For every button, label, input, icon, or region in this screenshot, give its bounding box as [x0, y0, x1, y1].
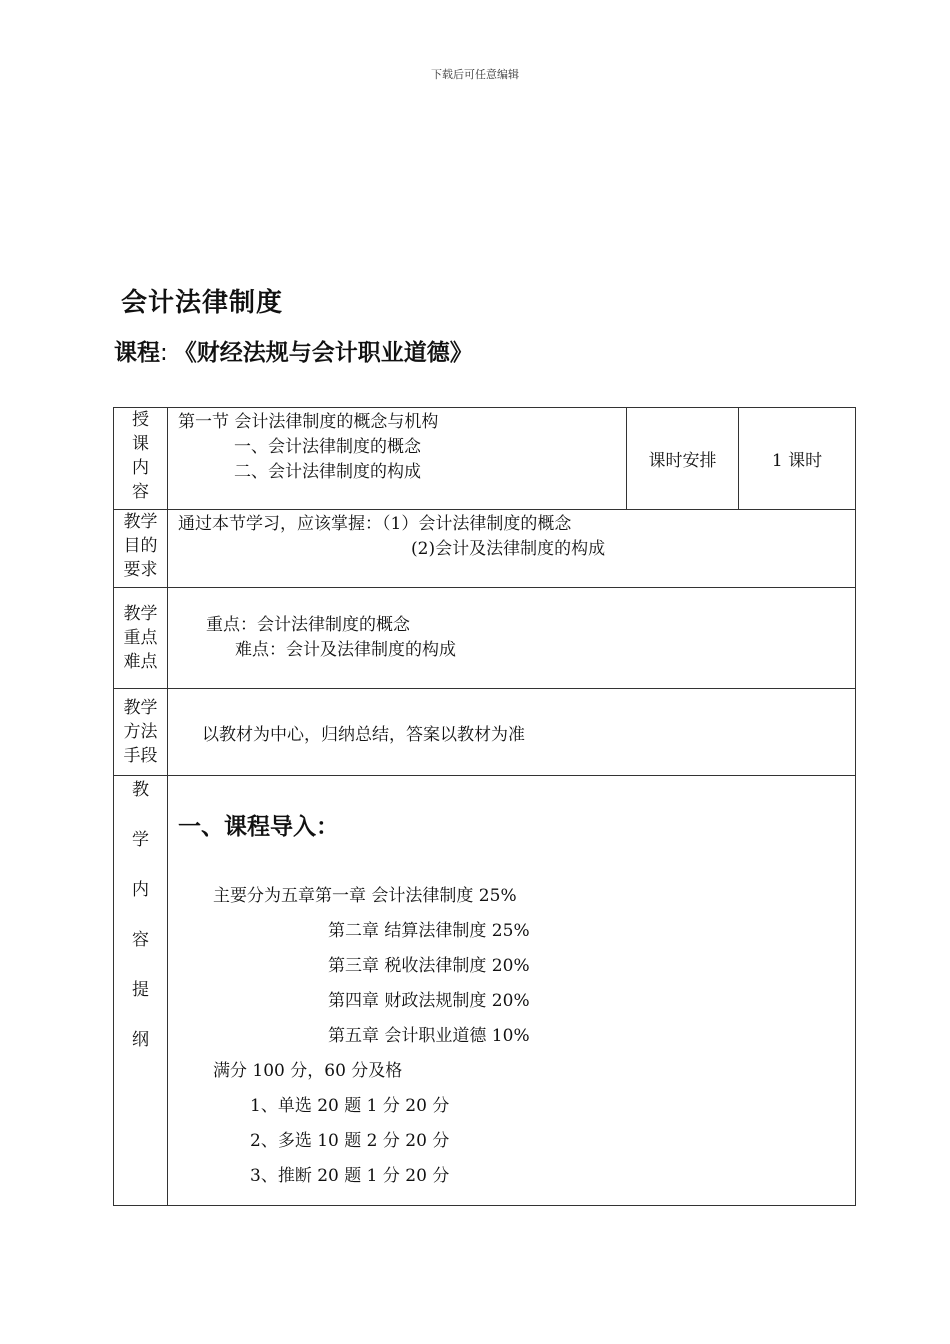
- row-label-objectives: [114, 510, 168, 588]
- table-row: [114, 510, 856, 588]
- score-total: 满分 100 分，60 分及格: [213, 1061, 403, 1081]
- label-text: 教学: [123, 512, 158, 532]
- question-type: 3、推断 20 题 1 分 20 分: [250, 1166, 450, 1186]
- schedule-value-cell: 1 课时: [739, 408, 856, 510]
- course-colon: :: [160, 340, 168, 366]
- label-text: 目的: [123, 536, 158, 556]
- content-item: 一、会计法律制度的概念: [234, 437, 421, 457]
- label-char: 内: [132, 458, 149, 478]
- label-char: 授: [132, 410, 149, 430]
- row-label-outline: [114, 776, 168, 1206]
- chapter-line: 第二章 结算法律制度 25%: [328, 921, 530, 941]
- schedule-label-cell: 课时安排: [627, 408, 739, 510]
- label-char: 学: [132, 830, 149, 850]
- table-row: [114, 776, 856, 1206]
- question-type: 2、多选 10 题 2 分 20 分: [250, 1131, 450, 1151]
- label-text: 要求: [123, 560, 158, 580]
- label-text: 手段: [123, 746, 158, 766]
- row-label-methods: [114, 689, 168, 776]
- course-name: 《财经法规与会计职业道德》: [173, 339, 473, 366]
- row-label-teaching-content: [114, 408, 168, 510]
- section-title: 第一节 会计法律制度的概念与机构: [178, 412, 439, 432]
- outline-cell: [168, 776, 856, 1206]
- chapter-line: 第四章 财政法规制度 20%: [328, 991, 530, 1011]
- chapter-line: 第三章 税收法律制度 20%: [328, 956, 530, 976]
- course-label: 课程: [114, 340, 160, 366]
- label-text: 方法: [123, 722, 158, 742]
- chapter-line: 第五章 会计职业道德 10%: [328, 1026, 530, 1046]
- key-points-cell: [168, 588, 856, 689]
- label-char: 容: [132, 482, 149, 502]
- label-char: 纲: [132, 1030, 149, 1050]
- difficult-point: 难点：会计及法律制度的构成: [235, 640, 456, 660]
- table-row: [114, 408, 856, 510]
- teaching-content-cell: [168, 408, 627, 510]
- header-note: 下载后可任意编辑: [431, 68, 519, 81]
- label-text: 重点: [123, 628, 158, 648]
- row-label-key-points: [114, 588, 168, 689]
- document-title: 会计法律制度: [121, 288, 284, 318]
- label-text: 教学: [123, 698, 158, 718]
- objectives-cell: [168, 510, 856, 588]
- chapter-list: [178, 883, 855, 1198]
- table-row: [114, 689, 856, 776]
- label-text: 难点: [123, 652, 158, 672]
- methods-cell: 以教材为中心，归纳总结，答案以教材为准: [168, 689, 856, 776]
- question-type: 1、单选 20 题 1 分 20 分: [250, 1096, 450, 1116]
- label-char: 容: [132, 930, 149, 950]
- label-char: 课: [132, 434, 149, 454]
- course-line: [114, 334, 473, 367]
- table-row: [114, 588, 856, 689]
- chapter-line: 主要分为五章第一章 会计法律制度 25%: [213, 886, 517, 906]
- label-text: 教学: [123, 604, 158, 624]
- outline-heading: 一、课程导入：: [178, 814, 339, 840]
- content-item: 二、会计法律制度的构成: [234, 462, 421, 482]
- label-char: 教: [132, 780, 149, 800]
- objective-line: (2)会计及法律制度的构成: [411, 539, 606, 559]
- label-char: 内: [132, 880, 149, 900]
- label-char: 提: [132, 980, 149, 1000]
- key-point: 重点：会计法律制度的概念: [206, 615, 410, 635]
- lesson-plan-table: [113, 407, 856, 1206]
- objective-line: 通过本节学习，应该掌握：（1）会计法律制度的概念: [178, 514, 572, 534]
